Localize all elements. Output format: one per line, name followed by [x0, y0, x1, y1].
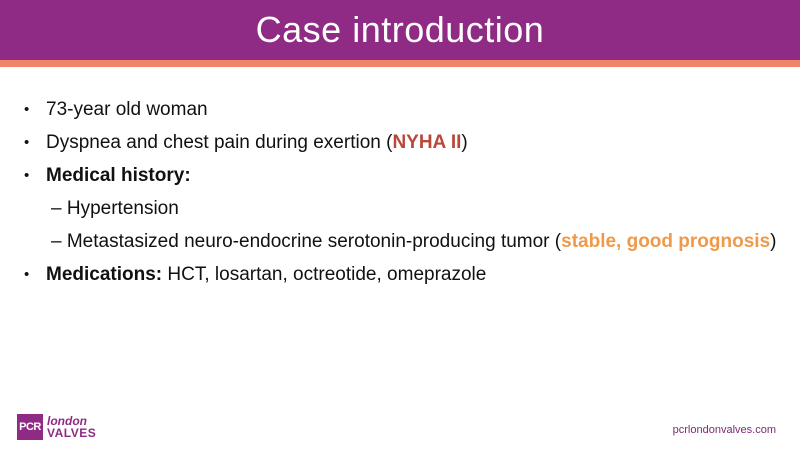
medical-history-label: Medical history: — [46, 165, 191, 186]
logo-valves-text: VALVES — [47, 426, 97, 440]
pcr-london-valves-logo — [17, 413, 96, 441]
bullet-medications — [22, 263, 782, 287]
header-accent-stripe — [0, 60, 800, 67]
slide-content — [22, 98, 782, 296]
slide-title: Case introduction — [255, 9, 545, 50]
bullet-patient — [22, 98, 782, 122]
sub-bullet-tumor-text: Metastasized neuro-endocrine serotonin-producing tumor ( — [66, 231, 562, 252]
logo-london-text: london — [47, 414, 87, 428]
sub-bullet-hypertension — [22, 197, 782, 221]
dash-icon: – — [51, 198, 67, 219]
footer-url: pcrlondonvalves.com — [672, 424, 776, 436]
sub-bullet-hypertension-text: Hypertension — [66, 198, 179, 219]
sub-bullet-tumor-end: ) — [770, 231, 777, 252]
bullet-dot-icon: • — [24, 266, 30, 283]
dash-icon: – — [51, 231, 67, 252]
bullet-dot-icon: • — [24, 167, 30, 184]
bullet-dot-icon: • — [24, 101, 30, 118]
bullet-symptoms-text: Dyspnea and chest pain during exertion ( — [46, 132, 393, 153]
tumor-prognosis: stable, good prognosis — [561, 231, 771, 252]
nyha-class: NYHA II — [392, 132, 462, 153]
bullet-medical-history — [22, 164, 782, 188]
bullet-dot-icon: • — [24, 134, 30, 151]
bullet-symptoms-end: ) — [461, 132, 468, 153]
pcr-logo-mark: PCR — [17, 414, 43, 440]
medications-list: HCT, losartan, octreotide, omeprazole — [162, 264, 487, 285]
logo-wordmark — [47, 415, 96, 439]
slide-header — [0, 0, 800, 60]
bullet-patient-text: 73-year old woman — [46, 99, 208, 120]
medications-label: Medications: — [46, 264, 163, 285]
bullet-symptoms — [22, 131, 782, 155]
sub-bullet-tumor — [22, 230, 782, 254]
